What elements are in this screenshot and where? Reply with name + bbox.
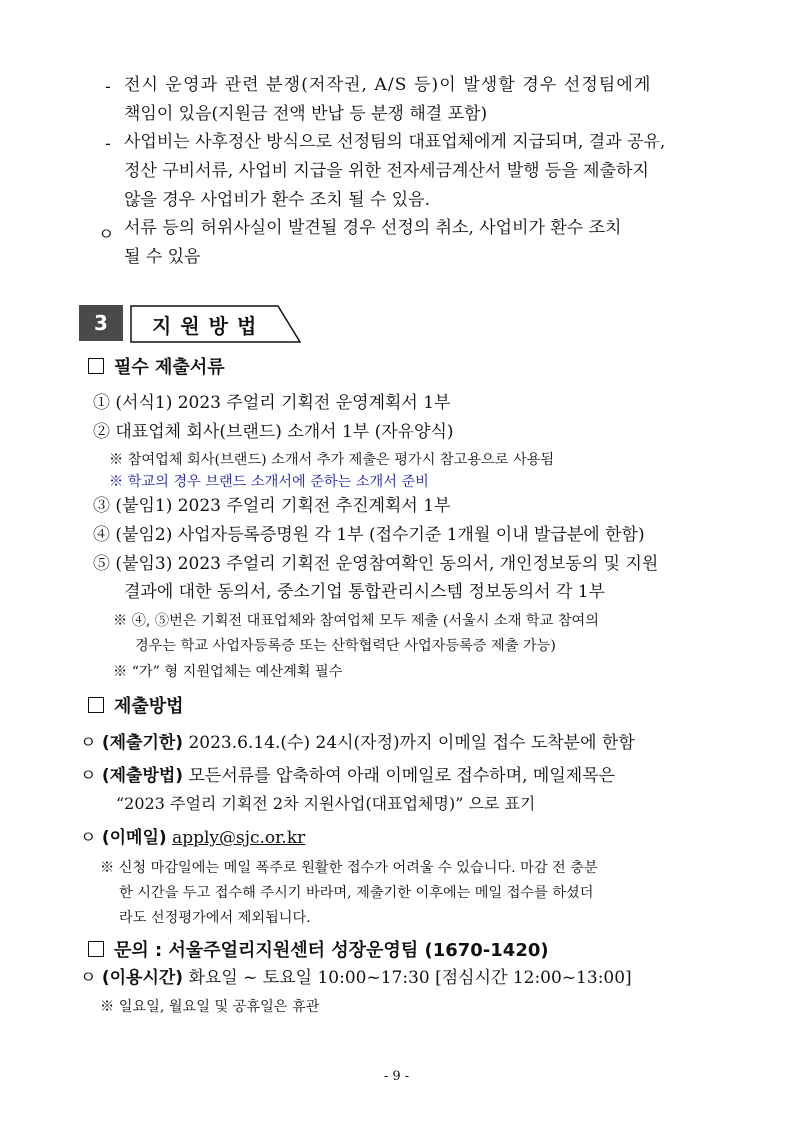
- bullet-text: 책임이 있음(지원금 전액 반납 등 분쟁 해결 포함): [124, 104, 488, 124]
- page-number: - 9 -: [383, 1069, 410, 1084]
- checkbox-square-icon: [88, 941, 104, 957]
- submission-note: 라도 선정평가에서 제외됩니다.: [119, 910, 311, 926]
- doc-item: 결과에 대한 동의서, 중소기업 통합관리시스템 정보동의서 각 1부: [124, 582, 606, 602]
- hours-label: (이용시간): [101, 968, 184, 988]
- contact-heading: [88, 941, 549, 960]
- doc-item: ① (서식1) 2023 주얼리 기획전 운영계획서 1부: [93, 393, 451, 413]
- submission-note: 한 시간을 두고 접수해 주시기 바라며, 제출기한 이후에는 메일 접수를 하셨더: [119, 885, 594, 901]
- bullet-text: 전시 운영과 관련 분쟁(저작권, A/S 등)이 발생할 경우 선정팀에게: [124, 75, 652, 95]
- bullet-marker: -: [105, 134, 111, 154]
- circle-bullet-icon: ㅇ: [80, 828, 97, 848]
- bullet-text: 서류 등의 허위사실이 발견될 경우 선정의 취소, 사업비가 환수 조치: [124, 218, 622, 238]
- method-text-cont: “2023 주얼리 기획전 2차 지원사업(대표업체명)” 으로 표기: [116, 794, 536, 813]
- checkbox-square-icon: [88, 358, 104, 374]
- doc-note: ※ “가” 형 지원업체는 예산계획 필수: [113, 664, 343, 680]
- method-label: (제출방법): [101, 766, 184, 786]
- checkbox-square-icon: [88, 697, 104, 713]
- required-docs-heading: [88, 358, 225, 377]
- deadline-label: (제출기한): [101, 733, 184, 753]
- doc-note: ※ 참여업체 회사(브랜드) 소개서 추가 제출은 평가시 참고용으로 사용됨: [109, 452, 555, 468]
- deadline-text: 2023.6.14.(수) 24시(자정)까지 이메일 접수 도착분에 한함: [188, 733, 635, 753]
- doc-note: ※ 학교의 경우 브랜드 소개서에 준하는 소개서 준비: [109, 474, 429, 490]
- circle-bullet-icon: ㅇ: [80, 733, 97, 753]
- circle-bullet-icon: ㅇ: [80, 766, 97, 786]
- hours-row: [80, 970, 632, 987]
- method-text: 모든서류를 압축하여 아래 이메일로 접수하며, 메일제목은: [188, 766, 616, 786]
- circle-bullet-icon: ㅇ: [80, 968, 97, 988]
- bullet-marker: -: [105, 77, 111, 97]
- doc-item: ⑤ (붙임3) 2023 주얼리 기획전 운영참여확인 동의서, 개인정보동의 및 지원: [93, 554, 659, 574]
- bullet-text: 않을 경우 사업비가 환수 조치 될 수 있음.: [124, 190, 430, 210]
- heading-text: 제출방법: [114, 696, 184, 717]
- heading-text: 문의 : 서울주얼리지원센터 성장운영팀 (1670-1420): [114, 940, 549, 961]
- email-label: (이메일): [101, 828, 167, 848]
- section-title-box: [130, 302, 302, 344]
- section-number: 3: [79, 305, 123, 341]
- email-row: [80, 830, 305, 847]
- heading-text: 필수 제출서류: [114, 357, 225, 378]
- doc-note: 경우는 학교 사업자등록증 또는 산학협력단 사업자등록증 제출 가능): [135, 638, 556, 654]
- bullet-text: 정산 구비서류, 사업비 지급을 위한 전자세금계산서 발행 등을 제출하지: [124, 161, 649, 181]
- method-row: [80, 768, 615, 785]
- submission-heading: [88, 697, 184, 716]
- bullet-marker: ㅇ: [98, 225, 115, 245]
- doc-item: ② 대표업체 회사(브랜드) 소개서 1부 (자유양식): [93, 422, 454, 442]
- section-title: 지원방법: [152, 314, 266, 338]
- deadline-row: [80, 735, 635, 752]
- closed-note: ※ 일요일, 월요일 및 공휴일은 휴관: [100, 999, 320, 1015]
- bullet-text: 될 수 있음: [124, 247, 201, 267]
- email-link[interactable]: apply@sjc.or.kr: [172, 828, 306, 848]
- doc-item: ④ (붙임2) 사업자등록증명원 각 1부 (접수기준 1개월 이내 발급분에 한함): [93, 525, 645, 545]
- hours-text: 화요일 ~ 토요일 10:00~17:30 [점심시간 12:00~13:00]: [188, 968, 632, 988]
- doc-note: ※ ④, ⑤번은 기획전 대표업체와 참여업체 모두 제출 (서울시 소재 학교 참여의: [113, 613, 599, 629]
- doc-item: ③ (붙임1) 2023 주얼리 기획전 추진계획서 1부: [93, 496, 451, 516]
- bullet-text: 사업비는 사후정산 방식으로 선정팀의 대표업체에게 지급되며, 결과 공유,: [124, 132, 666, 152]
- submission-note: ※ 신청 마감일에는 메일 폭주로 원활한 접수가 어려울 수 있습니다. 마감 전 충분: [100, 860, 598, 876]
